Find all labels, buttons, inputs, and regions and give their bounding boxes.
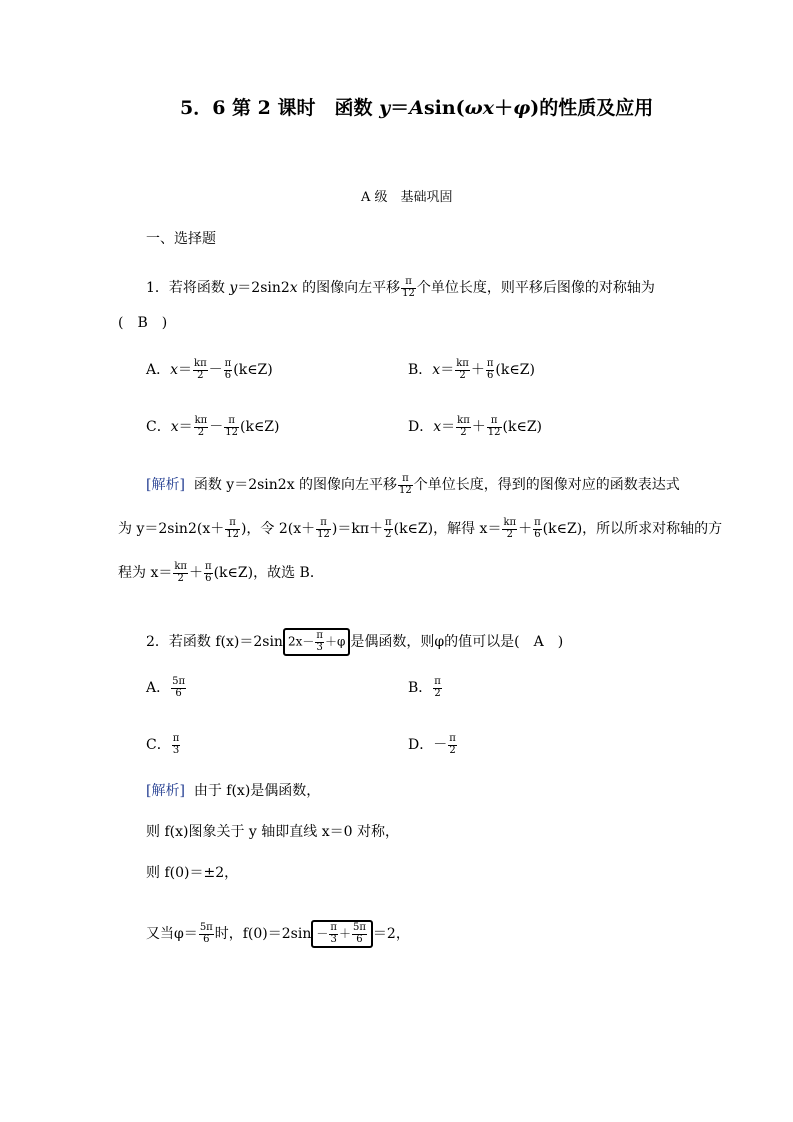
title-tail: )的性质及应用 (530, 97, 654, 119)
frac (502, 518, 517, 540)
text: 时，f(0)＝2sin (214, 926, 312, 942)
frac-num: kπ (456, 358, 469, 369)
frac-den: 6 (486, 369, 494, 381)
frac-den: 2 (434, 687, 441, 699)
q1-analysis-line3 (118, 562, 324, 584)
frac-num: kπ (194, 415, 208, 426)
frac-num: kπ (194, 358, 207, 369)
frac-den: 6 (356, 933, 363, 945)
frac-num: π (316, 630, 323, 641)
opt-label: B． (408, 362, 433, 378)
opt-label: C． (146, 737, 171, 753)
frac (384, 518, 393, 540)
text: 是偶函数，则φ的值可以是( A ) (350, 634, 564, 650)
frac-num: kπ (503, 517, 517, 528)
q1-var-x: x (289, 280, 298, 296)
text: 2x－ (287, 634, 315, 649)
text: ＋ (189, 565, 203, 581)
text: 2．若函数 f(x)＝2sin (146, 634, 283, 650)
title-var-wx: ωx (464, 97, 495, 119)
frac (199, 923, 214, 945)
frac-den: 2 (449, 744, 456, 756)
frac-den: 3 (330, 933, 337, 945)
frac-den: 12 (226, 528, 239, 540)
frac (456, 416, 471, 438)
kz: (k∈Z) (502, 419, 543, 435)
frac (224, 416, 239, 438)
kz: (k∈Z) (495, 362, 535, 378)
frac-den: 6 (224, 369, 232, 381)
frac-den: 12 (402, 287, 415, 299)
q2-option-b (408, 677, 443, 699)
q2-analysis-line2: 则 f(x)图象关于 y 轴即直线 x＝0 对称， (146, 824, 399, 840)
frac-den: 2 (385, 528, 392, 540)
frac-den: 2 (460, 426, 467, 438)
frac (352, 923, 367, 945)
text: 程为 x＝ (118, 565, 173, 581)
q1-text-e: 的图像向左平移 (297, 280, 401, 296)
q1-option-c: C．x＝ $\frac{k\pi}{2}$ － $\frac{\pi}{12}$ (k∈Z) (146, 415, 280, 438)
frac (533, 518, 542, 540)
q2-analysis-line1 (146, 784, 320, 798)
opt-label: A． (146, 362, 171, 378)
frac-num: 5π (352, 922, 366, 933)
page-title (180, 99, 653, 118)
q2-option-d (408, 734, 458, 756)
frac-num: kπ (174, 561, 187, 572)
q1-text-a: 1．若将函数 (146, 280, 230, 296)
text: 由于 f(x)是偶函数， (193, 783, 321, 799)
text: (k∈Z)，故选 B． (213, 565, 324, 581)
text: (k∈Z)，所以所求对称轴的方 (542, 521, 723, 537)
frac (204, 562, 213, 584)
text: )，令 2(x＋ (240, 521, 316, 537)
level-heading: A 级 基础巩固 (361, 190, 453, 205)
frac (315, 631, 324, 653)
text: ＋ (518, 521, 533, 537)
frac-num: π (225, 518, 240, 530)
frac-den: 6 (203, 933, 210, 945)
q1-analysis-line2 (118, 518, 722, 540)
frac (194, 416, 209, 438)
frac-den: 2 (197, 369, 204, 381)
opt-label: A． (146, 680, 171, 696)
frac-num: π (205, 561, 212, 572)
frac-num: π (487, 416, 502, 428)
frac-den: 2 (506, 528, 513, 540)
frac (486, 359, 495, 381)
frac (455, 359, 470, 381)
frac-num: 5π (172, 676, 186, 687)
frac-den: 6 (534, 528, 541, 540)
analysis-tag: [解析] (146, 783, 185, 799)
q1-option-d: D．x＝ $\frac{k\pi}{2}$ ＋ $\frac{\pi}{12}$ (k∈Z) (408, 415, 543, 438)
q1-stem (146, 277, 655, 299)
q1-frac (401, 277, 416, 299)
bracket-group (311, 920, 373, 948)
text: － (316, 926, 329, 941)
q2-stem (146, 628, 563, 656)
frac (433, 677, 442, 699)
section-heading: 一、选择题 (146, 231, 216, 247)
frac-num: 5π (199, 922, 213, 933)
frac-num: π (486, 358, 494, 369)
q2-analysis-line4 (146, 920, 410, 948)
frac-den: 12 (487, 426, 501, 438)
frac-num: π (401, 277, 416, 289)
frac-num: π (534, 517, 541, 528)
frac-num: π (385, 517, 392, 528)
frac-num: π (449, 733, 456, 744)
opt-label: C． (146, 419, 171, 435)
q1-text-f: 个单位长度，则平移后图像的对称轴为 (416, 280, 655, 296)
frac-num: π (330, 922, 337, 933)
frac-den: 12 (225, 426, 238, 438)
frac (171, 677, 186, 699)
frac (448, 734, 457, 756)
text: )＝kπ＋ (331, 521, 384, 537)
q2-option-c (146, 734, 181, 756)
title-eq: ＝ (390, 97, 410, 119)
q1-option-a: A．x＝ $\frac{k\pi}{2}$ － $\frac{\pi}{6}$ (k∈Z) (146, 358, 273, 381)
title-text: 5．6 第 2 课时 函数 (180, 97, 380, 119)
frac (487, 416, 502, 438)
frac-den: 2 (177, 572, 184, 584)
frac-den: 12 (399, 484, 412, 496)
q1-option-b: B．x＝ $\frac{k\pi}{2}$ ＋ $\frac{\pi}{6}$ (k∈Z) (408, 358, 535, 381)
title-plus: ＋ (494, 97, 514, 119)
frac (329, 923, 338, 945)
frac (225, 518, 240, 540)
title-var-y: y (379, 97, 391, 119)
text: 函数 y＝2sin2x 的图像向左平移 (193, 477, 398, 493)
text: 又当φ＝ (146, 926, 198, 942)
text: ＝2， (372, 926, 410, 942)
opt-label: B． (408, 680, 433, 696)
frac-num: π (224, 358, 232, 369)
frac-den: 12 (317, 528, 330, 540)
analysis-tag: [解析] (146, 477, 185, 493)
frac-den: 6 (175, 687, 182, 699)
frac-num: π (434, 676, 441, 687)
frac-den: 6 (205, 572, 212, 584)
q1-var-y: y (229, 280, 238, 296)
frac-den: 2 (459, 369, 466, 381)
frac (224, 359, 233, 381)
frac (193, 359, 208, 381)
frac-den: 3 (316, 641, 323, 653)
title-var-phi: φ (513, 97, 531, 119)
frac-num: π (172, 733, 180, 744)
frac-num: π (398, 474, 413, 486)
q1-analysis-line1 (146, 474, 680, 496)
title-var-A: A (409, 97, 424, 119)
bracket-group (283, 628, 350, 656)
opt-label: D．－ (408, 737, 448, 753)
frac-num: π (224, 416, 239, 428)
text: 个单位长度，得到的图像对应的函数表达式 (413, 477, 680, 493)
text: ＋φ (324, 634, 346, 649)
opt-label: D． (408, 419, 434, 435)
frac (173, 562, 188, 584)
text: ＋ (338, 926, 351, 941)
q2-analysis-line3: 则 f(0)＝±2， (146, 865, 239, 881)
frac (172, 734, 181, 756)
frac (398, 474, 413, 496)
title-sin: sin( (423, 97, 465, 119)
q1-text-c: ＝2sin2 (237, 280, 290, 296)
q2-option-a (146, 677, 187, 699)
frac-num: kπ (457, 415, 470, 426)
text: 为 y＝2sin2(x＋ (118, 521, 225, 537)
text: (k∈Z)，解得 x＝ (393, 521, 502, 537)
frac (316, 518, 331, 540)
frac-den: 3 (172, 744, 180, 756)
frac-den: 2 (197, 426, 205, 438)
kz: (k∈Z) (240, 419, 280, 435)
kz: (k∈Z) (233, 362, 273, 378)
q1-answer: ( B ) (118, 315, 168, 331)
frac-num: π (316, 518, 331, 530)
